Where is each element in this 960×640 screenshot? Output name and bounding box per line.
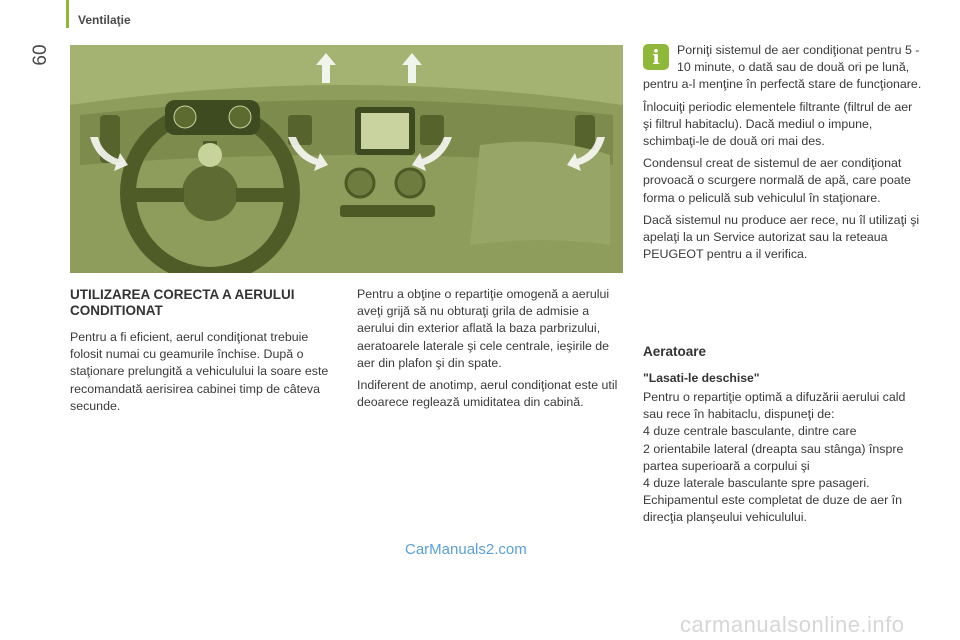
accent-bar (66, 0, 69, 28)
info-paragraph-2: Înlocuiţi periodic elementele filtrante (filtrul de aer şi filtrul habitaclu). Dacă mediul o impune, schimbaţi-le de două ori mai des. (643, 99, 913, 149)
carmanuals-watermark: CarManuals2.com (405, 541, 527, 558)
info-icon: i (643, 44, 669, 70)
vents-subheading: "Lasati-le deschise" (643, 371, 760, 385)
distribution-paragraph-1: Pentru a obţine o repartiţie omogenă a aerului aveţi grijă să nu obturaţi grila de admisie a aerului din exterior aflată la baza parbrizului, aeratoarele laterale şi cele centrale, ieşirile de aer din plafon şi din spate. (357, 287, 610, 370)
vents-intro: Pentru o repartiţie optimă a difuzării aerului cald sau rece în habitaclu, dispuneţi de: (643, 390, 906, 422)
vents-line-3: 4 duze laterale basculante spre pasageri. (643, 476, 870, 491)
section-title: Ventilaţie (78, 13, 131, 27)
distribution-section (357, 286, 625, 411)
info-paragraph-1: Porniţi sistemul de aer condiţionat pentru 5 - 10 minute, o dată sau de două ori pe lună, pentru a-l menţine în perfectă stare de funcţionare. (643, 43, 922, 92)
dashboard-illustration (70, 45, 623, 273)
proper-use-text: Pentru a fi eficient, aerul condiţionat trebuie folosit numai cu geamurile închise. După o staţionare prelungită a vehiculului la soare este recomandată aerisirea cabinei timp de câteva secunde. (70, 330, 329, 413)
carmanualsonline-watermark: carmanualsonline.info (680, 612, 905, 637)
vents-section (643, 344, 928, 527)
distribution-paragraph-2: Indiferent de anotimp, aerul condiţionat este util deoarece reglează umiditatea din cabină. (357, 378, 618, 410)
page-number: 60 (30, 44, 51, 66)
vents-line-4: Echipamentul este completat de duze de aer în direcţia planşeului vehiculului. (643, 493, 902, 525)
proper-use-heading: UTILIZAREA CORECTA A AERULUI CONDITIONAT (70, 287, 295, 318)
info-paragraph-3: Condensul creat de sistemul de aer condiţionat provoacă o scurgere normală de apă, care poate forma o peliculă sub vehiculul în staţionare. (643, 156, 911, 205)
center-right-vent (420, 115, 444, 145)
proper-use-section (70, 287, 340, 415)
info-paragraph-4: Dacă sistemul nu produce aer rece, nu îl utilizaţi şi apelaţi la un Service autorizat sau la reteaua PEUGEOT pentru a il verifica. (643, 212, 920, 262)
vents-line-2: 2 orientabile lateral (dreapta sau stânga) înspre partea superioară a corpului şi (643, 441, 904, 473)
vents-heading: Aeratoare (643, 344, 707, 359)
info-section (643, 42, 923, 263)
vents-line-1: 4 duze centrale basculante, dintre care (643, 424, 857, 439)
